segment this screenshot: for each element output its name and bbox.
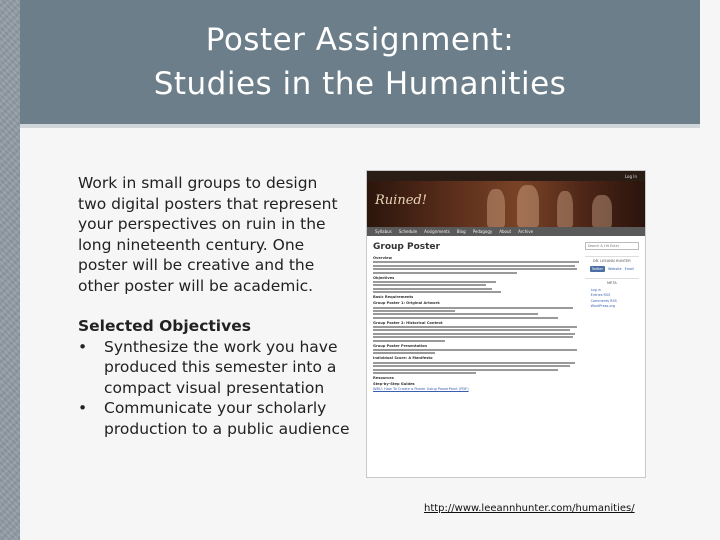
nav-item-archive[interactable]: Archive xyxy=(518,229,534,234)
title-bar xyxy=(20,0,700,128)
section-heading: Basic Requirements xyxy=(373,295,414,300)
guide-link[interactable]: WBU: How To Create a Poster Using PowerPoint (PDF) xyxy=(373,386,469,391)
meta-heading: META xyxy=(585,278,639,285)
slide-title-line-2: Studies in the Humanities xyxy=(153,66,567,102)
website-nav xyxy=(367,227,645,236)
website-link[interactable]: Website xyxy=(608,267,622,271)
website-topbar xyxy=(367,171,645,181)
objective-item: • Communicate your scholarly production to a public audience xyxy=(78,398,350,439)
section-heading: Individual Score: A Manifesto xyxy=(373,356,433,361)
website-main xyxy=(367,236,645,392)
section-heading: Step-by-Step Guides xyxy=(373,381,415,386)
text-lines xyxy=(373,281,579,293)
banner-figure xyxy=(487,189,505,227)
objectives-heading: Selected Objectives xyxy=(78,317,251,335)
meta-link[interactable]: Entries RSS xyxy=(590,293,611,298)
social-links xyxy=(585,266,639,272)
page-heading: Group Poster xyxy=(373,242,440,252)
objectives-block xyxy=(78,316,350,439)
email-link[interactable]: Email xyxy=(624,267,634,271)
banner-figure xyxy=(592,195,612,227)
objectives-list xyxy=(78,337,350,440)
meta-link[interactable]: Log in xyxy=(590,288,601,292)
banner-title: Ruined! xyxy=(375,193,427,208)
meta-link[interactable]: WordPress.org xyxy=(590,304,615,309)
section-heading: Objectives xyxy=(373,275,395,280)
text-lines xyxy=(373,326,579,342)
nav-item-blog[interactable]: Blog xyxy=(456,229,466,234)
section-heading: Group Poster Presentation xyxy=(373,343,428,348)
source-url-link[interactable]: http://www.leeannhunter.com/humanities/ xyxy=(424,503,635,514)
website-sidebar xyxy=(585,242,639,392)
section-heading: Overview xyxy=(373,256,392,260)
section-heading: Group Poster 1: Original Artwork xyxy=(373,301,440,306)
section-heading: Group Poster 2: Historical Context xyxy=(373,320,443,325)
text-lines xyxy=(373,349,579,354)
search-input[interactable]: Search & Hit Enter xyxy=(585,242,639,250)
nav-item-schedule[interactable]: Schedule xyxy=(398,229,418,234)
nav-item-about[interactable]: About xyxy=(499,229,512,234)
website-screenshot xyxy=(366,170,646,478)
text-lines xyxy=(373,307,579,319)
banner-figure xyxy=(517,185,539,227)
website-content xyxy=(373,242,579,392)
nav-item-syllabus[interactable]: Syllabus xyxy=(375,229,392,234)
text-lines xyxy=(373,261,579,273)
login-link[interactable]: Log In xyxy=(624,173,637,179)
nav-item-assignments[interactable]: Assignments xyxy=(424,229,450,234)
objective-item: • Synthesize the work you have produced this semester into a compact visual presentation xyxy=(78,337,350,399)
intro-paragraph: Work in small groups to design two digital posters that represent your perspectives on ruin in the long nineteenth century. One poster will be creative and the other poster will be academic. xyxy=(78,174,338,295)
section-heading: Resources xyxy=(373,375,394,380)
author-name: DR. LEEANN HUNTER xyxy=(585,256,639,263)
nav-item-pedagogy[interactable]: Pedagogy xyxy=(472,229,493,234)
text-lines xyxy=(373,362,579,374)
website-banner xyxy=(367,181,645,227)
banner-figure xyxy=(557,191,573,227)
meta-link[interactable]: Comments RSS xyxy=(590,298,617,303)
slide-title-line-1: Poster Assignment: xyxy=(205,22,515,58)
twitter-button[interactable]: Twitter xyxy=(591,267,604,271)
